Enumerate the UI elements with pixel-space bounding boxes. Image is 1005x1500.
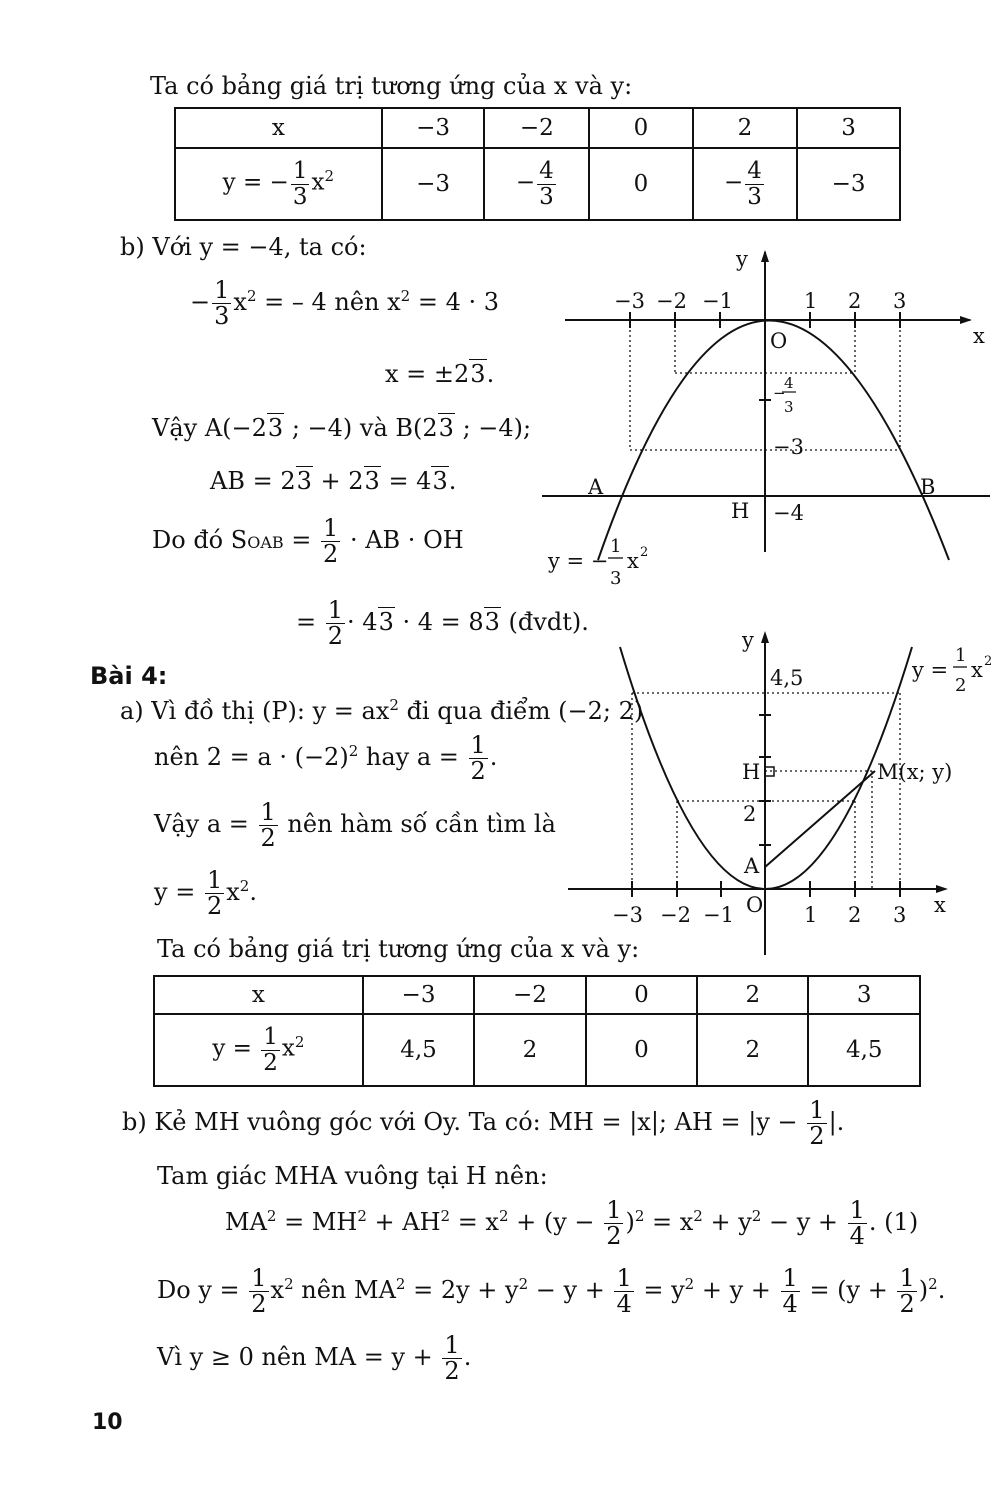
- y-axis-arrow: [761, 250, 769, 262]
- tick-label: 3: [893, 903, 907, 927]
- curve-label-num: 1: [610, 536, 622, 557]
- function-result: y = $\frac{1}{2}$ $x^2$.: [154, 866, 257, 921]
- area-result: = $\frac{1}{2}$ · 43 · 4 = 83 (đvdt).: [296, 596, 589, 651]
- x-axis-arrow: [936, 885, 948, 893]
- y-axis-label: y: [736, 247, 748, 271]
- y-tick-label: −3: [773, 435, 804, 459]
- table1-x-header: x: [175, 108, 382, 148]
- table2-cell: 4,5: [363, 1014, 475, 1086]
- equation-1: − $\frac{1}{3}$ $x^2$ = – 4 nên $x^2 = 4 \cdot 3$: [190, 276, 500, 331]
- table2-cell: −2: [474, 976, 585, 1014]
- value-table-2: [153, 975, 921, 1087]
- table1-cell: −3: [797, 148, 900, 220]
- part-a-line1: a) Vì đồ thị (P): $y = ax^2$ đi qua điểm (−2; 2): [120, 696, 644, 725]
- curve-label-den: 3: [610, 568, 622, 589]
- table2-cell: 2: [697, 976, 808, 1014]
- triangle-line: Tam giác MHA vuông tại H nên:: [157, 1162, 548, 1190]
- origin-label: O: [746, 893, 764, 917]
- ma-conclusion: Vì y ≥ 0 nên MA = y + $\frac{1}{2}$ .: [157, 1331, 472, 1386]
- tick-label: −3: [612, 903, 643, 927]
- graph-parabola-positive: [560, 625, 1000, 965]
- y-axis-arrow: [761, 631, 769, 643]
- point-A-label: A: [744, 854, 760, 878]
- origin-label: O: [770, 329, 788, 353]
- table2-cell: 0: [586, 1014, 697, 1086]
- table1-intro: Ta có bảng giá trị tương ứng của x và y:: [150, 72, 633, 100]
- table1-cell: − $\frac{4}{3}$: [484, 148, 589, 220]
- table1-cell: −2: [484, 108, 589, 148]
- curve-label-x: x: [627, 549, 639, 573]
- value-table-1: [174, 107, 901, 221]
- y-tick-label: 2: [743, 802, 757, 826]
- table2-y-header: y = $\frac{1}{2}$ $x^2$: [154, 1014, 363, 1086]
- y-tick-label: −4: [773, 501, 804, 525]
- table2-cell: 2: [474, 1014, 585, 1086]
- table2-cell: 4,5: [808, 1014, 920, 1086]
- curve-label-num: 1: [955, 645, 967, 666]
- curve-label-exp: 2: [984, 654, 993, 669]
- area-formula: Do đó SOAB = $\frac{1}{2}$ · AB · OH: [152, 514, 464, 569]
- tick-label: −2: [660, 903, 691, 927]
- tick-label: 2: [848, 289, 862, 313]
- y-axis-label: y: [742, 628, 754, 652]
- table1-cell: −3: [382, 108, 485, 148]
- table1-cell: 0: [589, 148, 692, 220]
- y-tick-label: −: [773, 384, 786, 402]
- table2-cell: 2: [697, 1014, 808, 1086]
- table1-cell: 2: [693, 108, 798, 148]
- equation-2: x = ±23.: [385, 360, 495, 388]
- point-B-label: B: [920, 475, 936, 499]
- tick-label: −1: [702, 289, 733, 313]
- segment-AM: [765, 771, 875, 867]
- table1-cell: 0: [589, 108, 692, 148]
- table1-cell: − $\frac{4}{3}$: [693, 148, 798, 220]
- curve-label: y =: [912, 658, 949, 682]
- ma-substitution: Do y = $\frac{1}{2}$ $x^2$ nên $MA^2 = 2y + y^2 - y$ + $\frac{1}{4}$ = $y^2 + y$ + $\frac{1}{4}$ = (y + $\frac{1}{2}$ )$^2$.: [157, 1264, 946, 1319]
- part-a-line2: nên $2 = a \cdot (-2)^2$ hay a = $\frac{1}{2}$ .: [154, 731, 498, 786]
- tick-label: −2: [656, 289, 687, 313]
- y-tick-label: 3: [784, 398, 794, 416]
- points-AB: Vậy A(−23 ; −4) và B(23 ; −4);: [152, 414, 532, 442]
- part-a-line3: Vậy a = $\frac{1}{2}$ nên hàm số cần tìm là: [154, 798, 556, 853]
- table1-cell: −3: [382, 148, 485, 220]
- exercise-title: Bài 4:: [90, 662, 168, 690]
- curve-label-exp: 2: [640, 545, 649, 560]
- tick-label: 1: [804, 903, 818, 927]
- point-M-label: M(x; y): [877, 760, 953, 784]
- length-AB: AB = 23 + 23 = 43.: [210, 467, 457, 495]
- table2-x-header: x: [154, 976, 363, 1014]
- y-tick-label: 4,5: [770, 666, 804, 690]
- point-A-label: A: [588, 475, 604, 499]
- table1-cell: 3: [797, 108, 900, 148]
- x-axis-label: x: [934, 893, 946, 917]
- table2-cell: 0: [586, 976, 697, 1014]
- tick-label: 1: [804, 289, 818, 313]
- ma-squared-eq: $MA^2 = MH^2 + AH^2 = x^2 + (y$ − $\frac{1}{2}$ )$^2 = x^2 + y^2 - y$ + $\frac{1}{4}$ . (1): [225, 1196, 919, 1251]
- x-axis-arrow: [960, 316, 972, 324]
- table2-intro: Ta có bảng giá trị tương ứng của x và y:: [157, 935, 640, 963]
- curve-label: y = −: [548, 549, 609, 573]
- curve-label-den: 2: [955, 675, 967, 696]
- y-tick-label: 4: [784, 374, 794, 392]
- page-number: 10: [92, 1410, 123, 1435]
- tick-label: −3: [614, 289, 645, 313]
- graph-parabola-negative: [530, 240, 1000, 620]
- part-b-ke: b) Kẻ MH vuông góc với Oy. Ta có: MH = |x|; AH = |y − $\frac{1}{2}$ |.: [122, 1096, 845, 1151]
- x-axis-label: x: [973, 324, 985, 348]
- curve-label-x: x: [971, 658, 983, 682]
- point-H-label: H: [731, 499, 750, 523]
- tick-label: 3: [893, 289, 907, 313]
- table2-cell: 3: [808, 976, 920, 1014]
- tick-label: 2: [848, 903, 862, 927]
- part-b-heading: b) Với y = −4, ta có:: [120, 233, 367, 261]
- tick-label: −1: [703, 903, 734, 927]
- table1-y-header: y = − $\frac{1}{3}$ $x^2$: [175, 148, 382, 220]
- table2-cell: −3: [363, 976, 475, 1014]
- point-H-label: H: [742, 760, 761, 784]
